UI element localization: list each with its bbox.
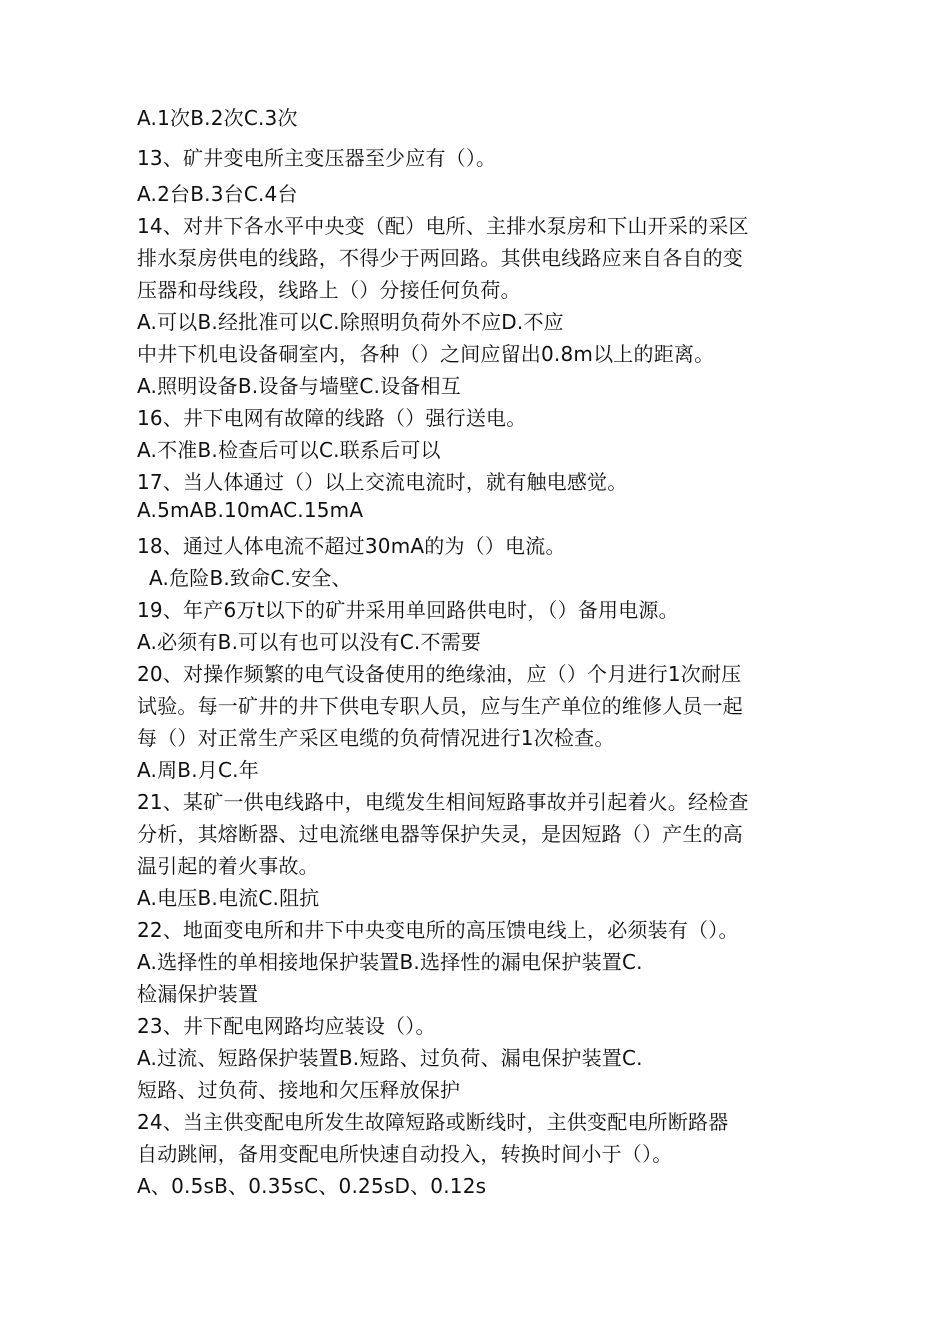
option-line-q22-1: A.选择性的单相接地保护装置B.选择性的漏电保护装置C. [137, 950, 643, 974]
question-21-line-2: 分析，其熔断器、过电流继电器等保护失灵，是因短路（）产生的高 [137, 822, 743, 846]
question-14-line-2: 排水泵房供电的线路，不得少于两回路。其供电线路应来自各自的变 [137, 246, 743, 270]
question-18: 18、通过人体电流不超过30mA的为（）电流。 [137, 534, 566, 558]
question-20-line-1: 20、对操作频繁的电气设备使用的绝缘油，应（）个月进行1次耐压 [137, 662, 742, 686]
option-line-q20: A.周B.月C.年 [137, 758, 259, 782]
question-24-line-2: 自动跳闸，备用变配电所快速自动投入，转换时间小于（）。 [137, 1142, 673, 1166]
option-line-q16: A.不准B.检查后可以C.联系后可以 [137, 438, 441, 462]
option-line-q18: A.危险B.致命C.安全、 [149, 566, 352, 590]
option-line-q12: A.1次B.2次C.3次 [137, 106, 298, 130]
question-15: 中井下机电设备硐室内，各种（）之间应留出0.8m以上的距离。 [137, 342, 715, 366]
question-14-line-1: 14、对井下各水平中央变（配）电所、主排水泵房和下山开采的采区 [137, 214, 749, 238]
question-21-line-1: 21、某矿一供电线路中，电缆发生相间短路事故并引起着火。经检查 [137, 790, 749, 814]
option-line-q22-2: 检漏保护装置 [137, 982, 259, 1006]
option-line-q17: A.5mAB.10mAC.15mA [137, 498, 364, 522]
option-line-q19: A.必须有B.可以有也可以没有C.不需要 [137, 630, 482, 654]
question-24-line-1: 24、当主供变配电所发生故障短路或断线时，主供变配电所断路器 [137, 1110, 729, 1134]
option-line-q15: A.照明设备B.设备与墙壁C.设备相互 [137, 374, 461, 398]
question-14-line-3: 压器和母线段，线路上（）分接任何负荷。 [137, 278, 521, 302]
question-20-line-3: 每（）对正常生产采区电缆的负荷情况进行1次检查。 [137, 726, 615, 750]
question-13: 13、矿井变电所主变压器至少应有（）。 [137, 146, 497, 170]
question-19: 19、年产6万t以下的矿井采用单回路供电时，（）备用电源。 [137, 598, 679, 622]
question-23: 23、井下配电网路均应装设（）。 [137, 1014, 436, 1038]
question-17: 17、当人体通过（）以上交流电流时，就有触电感觉。 [137, 470, 628, 494]
option-line-q23-2: 短路、过负荷、接地和欠压释放保护 [137, 1078, 461, 1102]
option-line-q21: A.电压B.电流C.阻抗 [137, 886, 320, 910]
option-line-q14: A.可以B.经批准可以C.除照明负荷外不应D.不应 [137, 310, 564, 334]
question-22: 22、地面变电所和井下中央变电所的高压馈电线上，必须装有（）。 [137, 918, 739, 942]
question-16: 16、井下电网有故障的线路（）强行送电。 [137, 406, 527, 430]
option-line-q13: A.2台B.3台C.4台 [137, 182, 298, 206]
question-20-line-2: 试验。每一矿井的井下供电专职人员，应与生产单位的维修人员一起 [137, 694, 743, 718]
question-21-line-3: 温引起的着火事故。 [137, 854, 319, 878]
option-line-q23-1: A.过流、短路保护装置B.短路、过负荷、漏电保护装置C. [137, 1046, 643, 1070]
option-line-q24: A、0.5sB、0.35sC、0.25sD、0.12s [137, 1174, 487, 1198]
